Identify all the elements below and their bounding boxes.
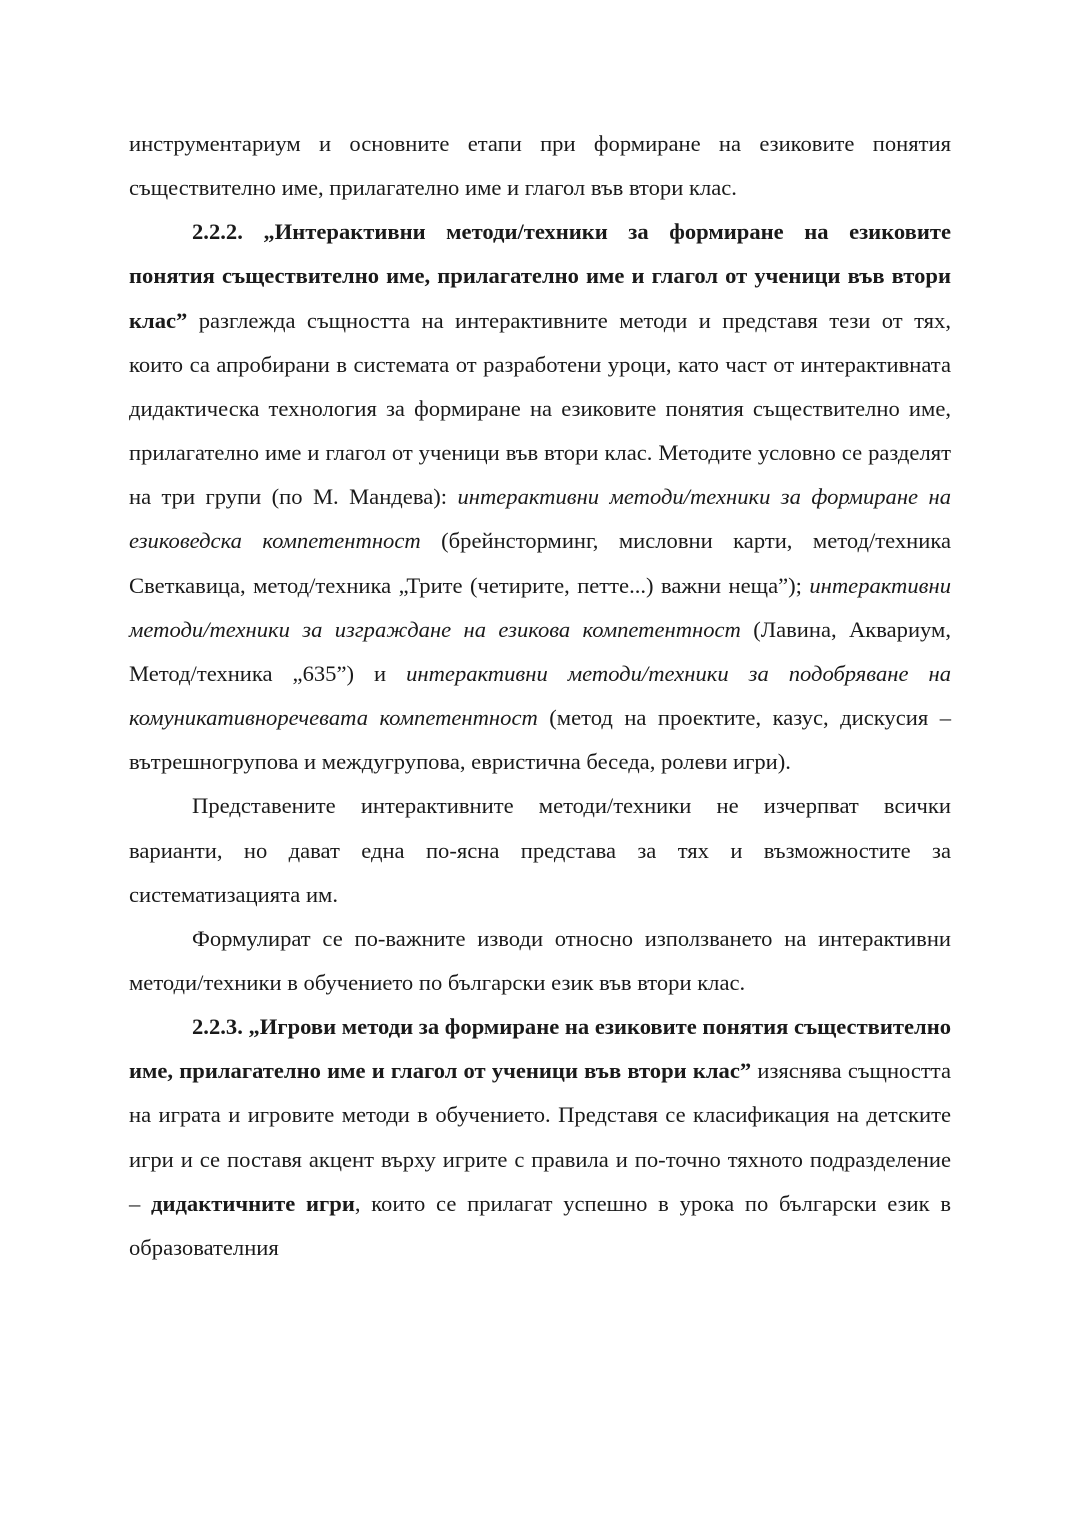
italic-term: интерактивни методи/техники за изграждане на езикова компетентност xyxy=(129,572,951,642)
bold-term: дидактичните игри xyxy=(151,1190,355,1216)
paragraph-continuation xyxy=(129,122,951,210)
italic-term: интерактивни методи/техники за подобряване на комуникативноречевата компетентност xyxy=(129,660,951,731)
paragraph-text: Представените интерактивните методи/техники не изчерпват всички варианти, но дават една по-ясна представа за тях и възможностите за систематизацията им. xyxy=(129,793,951,907)
section-heading-2-2-3: 2.2.3. „Игрови методи за формиране на езиковите понятия съществително име, прилагателно име и глагол от ученици във втори клас” xyxy=(129,1014,952,1084)
italic-term: интерактивни методи/техники за формиране на езиковедска компетентност xyxy=(129,484,951,554)
paragraph-text: Формулират се по-важните изводи относно използването на интерактивни методи/техники в обучението по български език във втори клас. xyxy=(129,925,951,995)
paragraph-text: (метод на проектите, казус, дискусия – вътрешногрупова и междугрупова, евристична беседа, ролеви игри). xyxy=(129,705,951,775)
paragraph-text: , които се прилагат успешно в урока по български език в образователния xyxy=(129,1190,951,1260)
document-page xyxy=(129,122,951,1270)
section-heading-2-2-2: 2.2.2. „Интерактивни методи/техники за формиране на езиковите понятия съществително име, прилагателно име и глагол от ученици във втори клас” xyxy=(129,219,951,333)
paragraph-text: (Лавина, Аквариум, Метод/техника „635”) и xyxy=(129,616,951,686)
paragraph-text: разглежда същността на интерактивните методи и представя тези от тях, които са апробирани в системата от разработени уроци, като част от интерактивната дидактическа технология за формиране на езиковите понятия съществително име, прилагателно име и глагол от ученици във втори клас. Методите условно се разделят на три групи (по М. Мандева): xyxy=(129,307,951,510)
section-2-2-3-paragraph xyxy=(129,1005,951,1270)
paragraph-conclusions xyxy=(129,917,951,1005)
section-2-2-2-paragraph xyxy=(129,210,951,784)
paragraph-text: инструментариум и основните етапи при формиране на езиковите понятия съществително име, прилагателно име и глагол във втори клас. xyxy=(129,131,951,201)
paragraph-text: (брейнсторминг, мисловни карти, метод/техника Светкавица, метод/техника „Трите (четирите, петте...) важни неща”); xyxy=(129,528,951,598)
paragraph-methods-note xyxy=(129,784,951,916)
paragraph-text: изяснява същността на играта и игровите методи в обучението. Представя се класификация на детските игри и се поставя акцент върху игрите с правила и по-точно тяхното подразделение – xyxy=(129,1058,951,1216)
